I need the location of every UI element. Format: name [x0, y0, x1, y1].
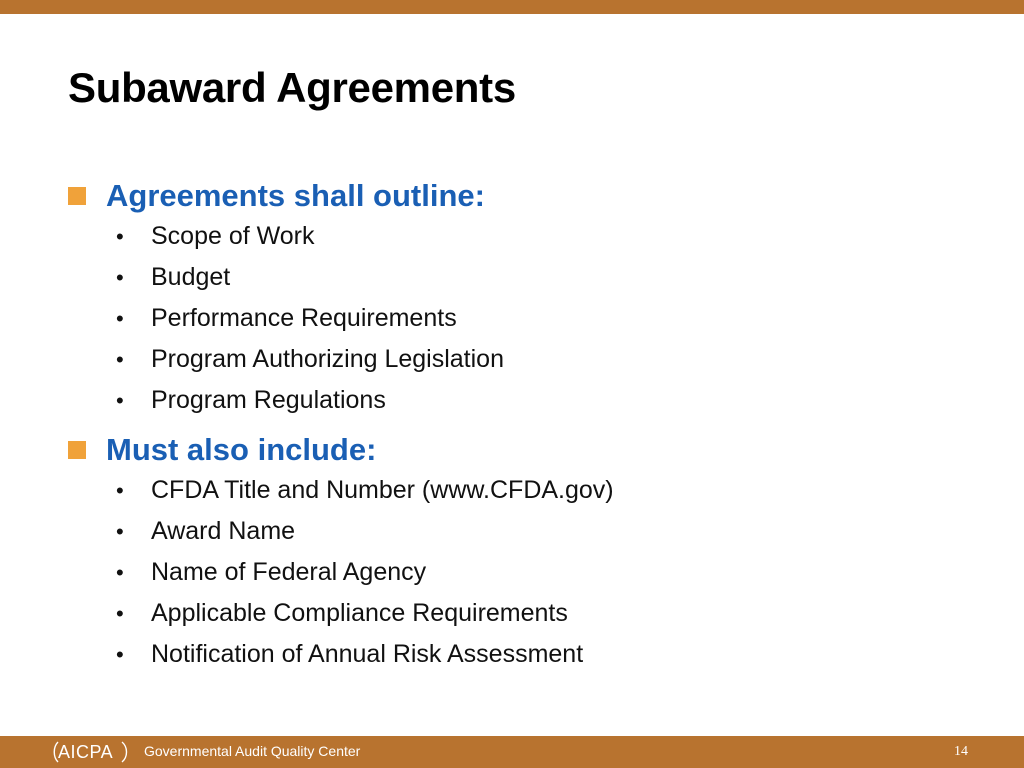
- list-item: • Applicable Compliance Requirements: [68, 593, 614, 634]
- list-item: • Budget: [68, 257, 504, 298]
- section-heading: Agreements shall outline:: [106, 178, 485, 213]
- list-item: • Scope of Work: [68, 216, 504, 257]
- bullet-dot-icon: •: [116, 224, 124, 249]
- section-heading-row: [68, 176, 504, 216]
- slide-title: Subaward Agreements: [68, 64, 516, 111]
- list-item: • Award Name: [68, 511, 614, 552]
- footer-bar: [0, 736, 1024, 768]
- square-bullet-icon: [68, 187, 86, 205]
- logo-text: AICPA: [58, 741, 114, 762]
- section-heading: Must also include:: [106, 432, 377, 467]
- list-item: • Program Regulations: [68, 380, 504, 421]
- list-item: • Notification of Annual Risk Assessment: [68, 634, 614, 675]
- list-item: • CFDA Title and Number (www.CFDA.gov): [68, 470, 614, 511]
- logo-swoosh-icon: [52, 739, 132, 765]
- list-item: • Name of Federal Agency: [68, 552, 614, 593]
- footer-org-name: Governmental Audit Quality Center: [144, 743, 361, 759]
- list-item: • Performance Requirements: [68, 298, 504, 339]
- bullet-list: [68, 216, 504, 421]
- top-accent-bar: [0, 0, 1024, 14]
- list-item: • Program Authorizing Legislation: [68, 339, 504, 380]
- bullet-dot-icon: •: [116, 601, 124, 626]
- section-heading-row: [68, 430, 614, 470]
- section-agreements: [68, 176, 504, 421]
- bullet-dot-icon: •: [116, 388, 124, 413]
- bullet-dot-icon: •: [116, 519, 124, 544]
- bullet-dot-icon: •: [116, 306, 124, 331]
- square-bullet-icon: [68, 441, 86, 459]
- bullet-dot-icon: •: [116, 642, 124, 667]
- page-number: 14: [954, 744, 968, 759]
- bullet-list: [68, 470, 614, 675]
- bullet-dot-icon: •: [116, 478, 124, 503]
- aicpa-logo: [58, 740, 113, 764]
- bullet-dot-icon: •: [116, 560, 124, 585]
- bullet-dot-icon: •: [116, 347, 124, 372]
- section-must-include: [68, 430, 614, 675]
- bullet-dot-icon: •: [116, 265, 124, 290]
